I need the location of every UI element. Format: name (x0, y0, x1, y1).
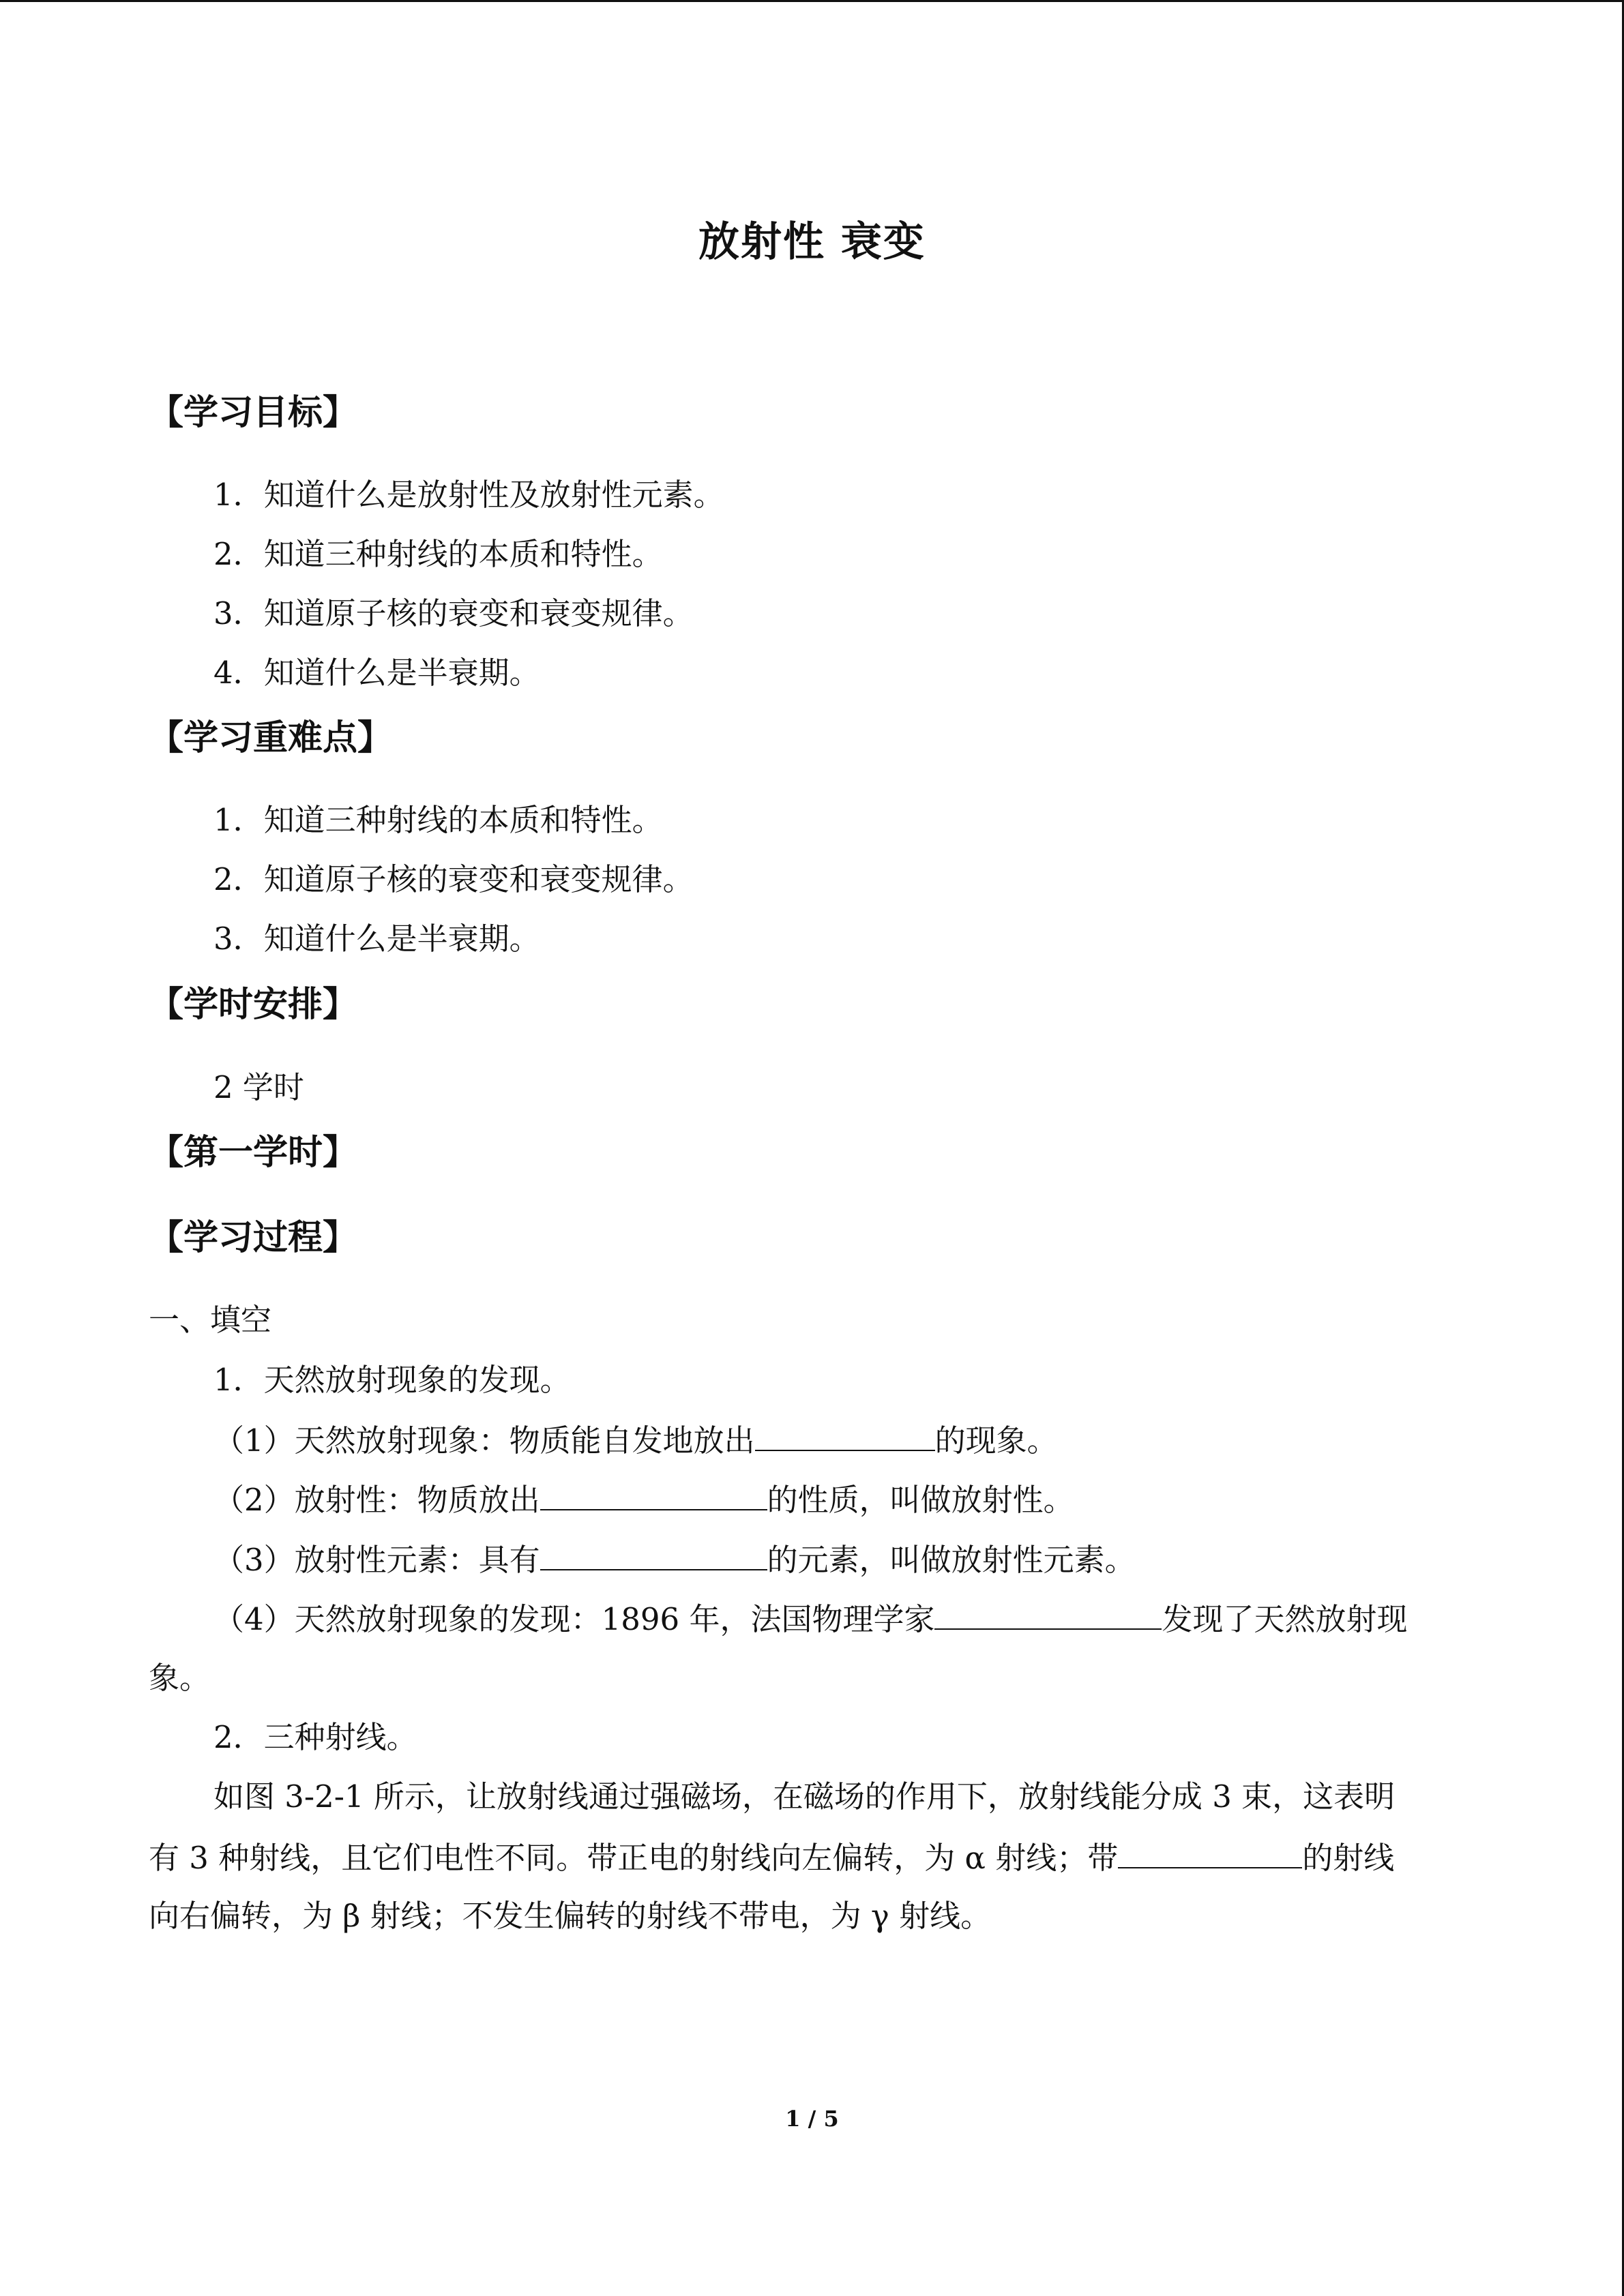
question-1-3 (213, 1539, 1136, 1580)
key-point-item-3: 3．知道什么是半衰期。 (213, 921, 540, 957)
heading-key-points: 【学习重难点】 (149, 718, 393, 758)
schedule-text: 2 学时 (213, 1069, 304, 1105)
question-1-1-text-after: 的现象。 (934, 1422, 1058, 1459)
heading-schedule: 【学时安排】 (149, 985, 358, 1025)
objective-item-2: 2．知道三种射线的本质和特性。 (213, 536, 663, 572)
part-label-fill: 一、填空 (149, 1302, 272, 1338)
page-title: 放射性 衰变 (698, 218, 926, 266)
question-2-paragraph-line-2 (149, 1837, 1394, 1878)
question-2-paragraph-line-1: 如图 3-2-1 所示，让放射线通过强磁场，在磁场的作用下，放射线能分成 3 束，这表明 (213, 1778, 1396, 1815)
heading-process: 【学习过程】 (149, 1218, 358, 1258)
question-1-4-text-before: （4）天然放射现象的发现：1896 年，法国物理学家 (213, 1601, 935, 1637)
question-1-1-text-before: （1）天然放射现象：物质能自发地放出 (213, 1422, 755, 1459)
key-point-item-2: 2．知道原子核的衰变和衰变规律。 (213, 861, 694, 897)
question-1-2-text-before: （2）放射性：物质放出 (213, 1482, 540, 1518)
question-2-text-after: 的射线 (1302, 1840, 1395, 1876)
heading-objectives: 【学习目标】 (149, 393, 358, 433)
question-1-4 (213, 1598, 1407, 1639)
answer-blank-1[interactable] (755, 1420, 935, 1451)
question-1-title: 1．天然放射现象的发现。 (213, 1362, 571, 1398)
page-border-top (0, 0, 1624, 2)
key-point-item-1: 1．知道三种射线的本质和特性。 (213, 802, 663, 838)
objective-item-3: 3．知道原子核的衰变和衰变规律。 (213, 595, 694, 631)
page-number: 1 / 5 (785, 2106, 839, 2132)
question-1-2 (213, 1479, 1074, 1520)
question-1-3-text-after: 的元素，叫做放射性元素。 (767, 1542, 1136, 1578)
heading-lesson-1: 【第一学时】 (149, 1133, 358, 1173)
question-1-1 (213, 1420, 1058, 1461)
question-2-title: 2．三种射线。 (213, 1719, 417, 1755)
answer-blank-4[interactable] (934, 1598, 1162, 1630)
question-1-4-text-after: 发现了天然放射现 (1162, 1601, 1408, 1637)
objective-item-4: 4．知道什么是半衰期。 (213, 655, 540, 691)
question-1-2-text-after: 的性质，叫做放射性。 (767, 1482, 1074, 1518)
answer-blank-3[interactable] (540, 1539, 767, 1570)
answer-blank-2[interactable] (540, 1479, 767, 1510)
question-1-3-text-before: （3）放射性元素：具有 (213, 1542, 540, 1578)
question-2-text-before: 有 3 种射线，且它们电性不同。带正电的射线向左偏转，为 α 射线；带 (149, 1840, 1119, 1876)
question-2-paragraph-line-3: 向右偏转，为 β 射线；不发生偏转的射线不带电，为 γ 射线。 (149, 1898, 992, 1934)
objective-item-1: 1．知道什么是放射性及放射性元素。 (213, 477, 724, 513)
answer-blank-5[interactable] (1118, 1837, 1302, 1868)
question-1-4-continuation: 象。 (149, 1660, 211, 1696)
